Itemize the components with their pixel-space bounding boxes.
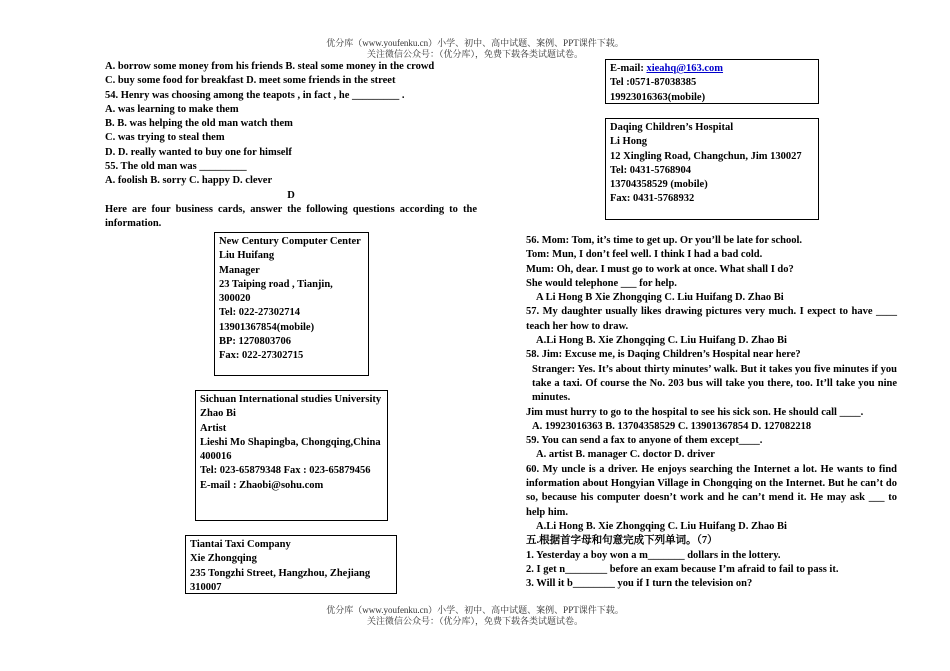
business-card-tiantai (185, 535, 397, 594)
q54-option-c: C. was trying to steal them (105, 132, 225, 144)
card-line: 23 Taiping road , Tianjin, 300020 (219, 278, 333, 305)
email-label: E-mail: (610, 63, 647, 74)
card-line: 13704358529 (mobile) (610, 179, 708, 191)
q59-options: A. artist B. manager C. doctor D. driver (536, 449, 715, 461)
card-line: 13901367854(mobile) (219, 321, 315, 333)
q58-line-1: 58. Jim: Excuse me, is Daqing Children’s Hospital near here? (526, 349, 801, 361)
q55-stem: 55. The old man was _________ (105, 161, 247, 173)
card-line: 19923016363(mobile) (610, 91, 706, 103)
q59-stem: 59. You can send a fax to anyone of them except____. (526, 435, 763, 447)
q56-line-3: Mum: Oh, dear. I must go to work at once. What shall I do? (526, 263, 794, 275)
card-line: 12 Xingling Road, Changchun, Jim 130027 (610, 150, 802, 162)
q54-option-a: A. was learning to make them (105, 103, 239, 115)
q56-line-4: She would telephone ___ for help. (526, 277, 677, 289)
q58-options: A. 19923016363 B. 13704358529 C. 13901367854 D. 127082218 (532, 420, 812, 432)
business-card-tiantai-continued (605, 59, 819, 104)
card-email-line (610, 62, 814, 76)
header-line-1: 优分库（www.youfenku.cn）小学、初中、高中试题、案例、PPT课件下载。 (326, 38, 624, 48)
q60-options: A.Li Hong B. Xie Zhongqing C. Liu Huifang D. Zhao Bi (536, 520, 787, 532)
card-line: Sichuan International studies University (200, 394, 382, 405)
page-footer (0, 605, 950, 627)
card-line: Artist (200, 422, 227, 434)
section-d-intro: Here are four business cards, answer the following questions according to the information. (105, 203, 477, 230)
q55-options: A. foolish B. sorry C. happy D. clever (105, 175, 273, 187)
card-line: Li Hong (610, 136, 648, 148)
card-line: Daqing Children’s Hospital (610, 122, 734, 133)
right-column (526, 234, 897, 591)
q56-line-1: 56. Mom: Tom, it’s time to get up. Or you’ll be late for school. (526, 235, 802, 246)
card-line: Tiantai Taxi Company (190, 539, 291, 550)
card-line: BP: 1270803706 (219, 336, 292, 348)
q54-option-d: D. D. really wanted to buy one for himself (105, 146, 292, 158)
page-header (0, 38, 950, 60)
footer-line-2: 关注微信公众号：（优分库），免费下载各类试题试卷。 (366, 616, 583, 626)
card-line: E-mail : Zhaobi@sohu.com (200, 479, 324, 491)
business-card-new-century (214, 232, 369, 376)
card-line: Manager (219, 264, 260, 276)
card-line: New Century Computer Center (219, 236, 361, 247)
business-card-daqing (605, 118, 819, 220)
footer-line-1: 优分库（www.youfenku.cn）小学、初中、高中试题、案例、PPT课件下载。 (326, 605, 624, 615)
business-card-sichuan (195, 390, 388, 521)
section-d-heading: D (287, 189, 295, 201)
q58-line-2: Stranger: Yes. It’s about thirty minutes’ walk. But it takes you five minutes if you take a taxi. Of course the No. 203 bus will take you there, too. It’ll take you nine minutes. (532, 363, 897, 404)
card-line: Fax: 022-27302715 (219, 350, 304, 362)
word-item-3: 3. Will it b________ you if I turn the television on? (526, 578, 753, 590)
card-line: Tel :0571-87038385 (610, 77, 697, 89)
card-line: Lieshi Mo Shapingba, Chongqing,China 400016 (200, 436, 381, 463)
card-line: Zhao Bi (200, 408, 236, 420)
card-line: Tel: 022-27302714 (219, 307, 300, 319)
word-item-2: 2. I get n________ before an exam because I’m afraid to fail to pass it. (526, 563, 839, 575)
q56-line-2: Tom: Mun, I don’t feel well. I think I had a bad cold. (526, 249, 763, 261)
q58-line-3: Jim must hurry to go to the hospital to see his sick son. He should call ____. (526, 406, 864, 418)
left-column (105, 60, 477, 232)
card-line: Xie Zhongqing (190, 553, 257, 565)
q53-options-cd: C. buy some food for breakfast D. meet some friends in the street (105, 75, 396, 87)
card-line: Liu Huifang (219, 250, 275, 262)
card-line: Tel: 0431-5768904 (610, 164, 691, 176)
q53-options-ab: A. borrow some money from his friends B. steal some money in the crowd (105, 61, 435, 72)
email-link[interactable]: xieahq@163.com (646, 63, 724, 74)
card-line: Tel: 023-65879348 Fax : 023-65879456 (200, 465, 371, 477)
section-5-heading: 五.根据首字母和句意完成下列单词。（7） (526, 535, 718, 547)
q54-option-b: B. B. was helping the old man watch them (105, 118, 293, 130)
q54-stem: 54. Henry was choosing among the teapots , in fact , he _________ . (105, 89, 405, 101)
q56-options: A Li Hong B Xie Zhongqing C. Liu Huifang D. Zhao Bi (536, 292, 784, 304)
card-line: 235 Tongzhi Street, Hangzhou, Zhejiang 310007 (190, 567, 371, 593)
q60-stem: 60. My uncle is a driver. He enjoys searching the Internet a lot. He wants to find information about Hongyian Village in Chongqing on the Internet. But he can’t do so, because his computer doesn’t work and he can’t mend it. He may ask ___ to help him. (526, 463, 897, 518)
q57-options: A.Li Hong B. Xie Zhongqing C. Liu Huifang D. Zhao Bi (536, 335, 787, 347)
q57-stem: 57. My daughter usually likes drawing pictures very much. I expect to have ____ teach her how to draw. (526, 306, 897, 332)
word-item-1: 1. Yesterday a boy won a m_______ dollars in the lottery. (526, 549, 781, 561)
header-line-2: 关注微信公众号：（优分库），免费下载各类试题试卷。 (366, 49, 583, 59)
card-line: Fax: 0431-5768932 (610, 193, 695, 205)
